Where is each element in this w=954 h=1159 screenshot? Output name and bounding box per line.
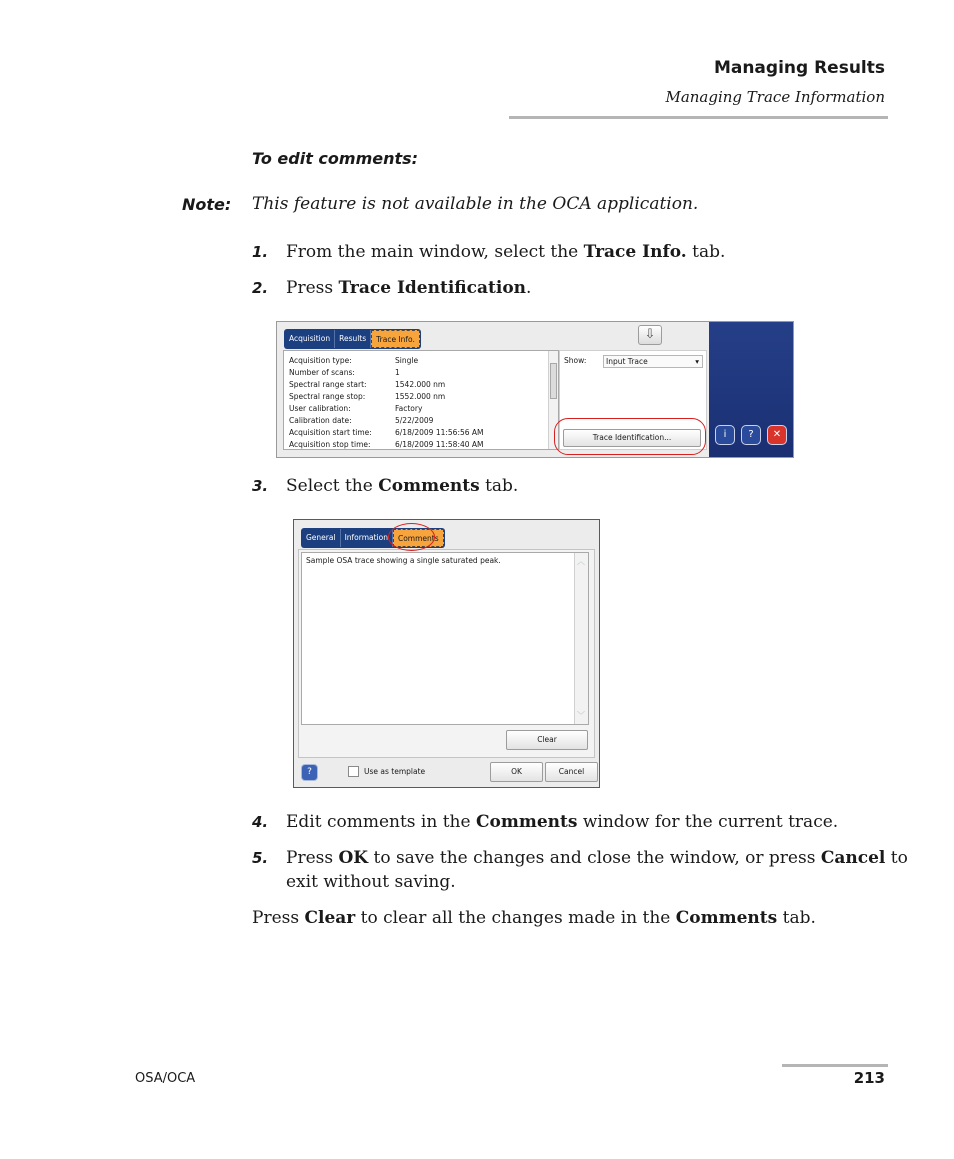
info-row: Spectral range stop: 1552.000 nm — [289, 392, 446, 401]
trace-info-panel — [283, 350, 559, 450]
footer-rule — [782, 1064, 888, 1067]
section-title: Managing Trace Information — [665, 88, 885, 106]
note-label: Note: — [182, 195, 232, 214]
step-number: 5. — [252, 849, 269, 867]
step-text: Select the Comments tab. — [286, 476, 519, 496]
step-text: Edit comments in the Comments window for the current trace. — [286, 812, 839, 832]
chapter-title: Managing Results — [713, 58, 885, 78]
tab-comments[interactable]: Comments — [393, 529, 444, 547]
step-text: From the main window, select the Trace Info. tab. — [286, 242, 726, 262]
info-row: Number of scans: 1 — [289, 368, 400, 377]
scroll-thumb[interactable] — [550, 363, 557, 399]
comment-text: Sample OSA trace showing a single saturated peak. — [306, 556, 501, 565]
tab-results[interactable]: Results — [335, 330, 371, 348]
close-icon[interactable]: ✕ — [767, 425, 787, 445]
cancel-button[interactable]: Cancel — [545, 762, 598, 782]
use-template-label: Use as template — [364, 767, 426, 776]
step-number: 2. — [252, 279, 269, 297]
info-icon[interactable]: i — [715, 425, 735, 445]
info-row: Acquisition start time: 6/18/2009 11:56:56 AM — [289, 428, 484, 437]
procedure-title: To edit comments: — [252, 149, 419, 168]
highlight-circle — [388, 523, 435, 551]
info-row: Spectral range start: 1542.000 nm — [289, 380, 446, 389]
info-row: Calibration date: 5/22/2009 — [289, 416, 434, 425]
comments-scrollbar[interactable] — [574, 553, 588, 724]
trace-identification-button[interactable]: Trace Identification... — [563, 429, 701, 447]
page-number: 213 — [853, 1069, 885, 1087]
scroll-down-icon[interactable]: ﹀ — [577, 711, 585, 720]
show-select[interactable]: Input Trace ▾ — [603, 355, 703, 368]
main-tab-bar — [284, 329, 421, 349]
footer-product: OSA/OCA — [135, 1071, 196, 1086]
step-text: Press Trace Identification. — [286, 278, 532, 298]
header-rule — [509, 116, 888, 119]
dropdown-arrow-icon: ▾ — [695, 357, 699, 366]
comments-textarea[interactable] — [301, 552, 589, 725]
tab-information[interactable]: Information — [341, 529, 393, 547]
step-text: Press OK to save the changes and close the window, or press Cancel to — [286, 848, 908, 868]
closing-paragraph: Press Clear to clear all the changes made in the Comments tab. — [252, 908, 816, 928]
tab-trace-info[interactable]: Trace Info. — [371, 330, 420, 348]
help-icon[interactable]: ? — [301, 764, 318, 781]
step-number: 3. — [252, 477, 269, 495]
tab-general[interactable]: General — [302, 529, 341, 547]
comments-dialog-screenshot — [293, 519, 600, 788]
side-panel — [709, 322, 794, 458]
arrow-down-icon[interactable]: ⇩ — [638, 325, 662, 345]
info-row: Acquisition stop time: 6/18/2009 11:58:40 AM — [289, 440, 484, 449]
highlight-circle — [554, 418, 706, 455]
ok-button[interactable]: OK — [490, 762, 543, 782]
tab-acquisition[interactable]: Acquisition — [285, 330, 335, 348]
step-text-continued: exit without saving. — [286, 872, 456, 892]
info-row: User calibration: Factory — [289, 404, 423, 413]
info-row: Acquisition type: Single — [289, 356, 419, 365]
scroll-up-icon[interactable]: ︿ — [577, 557, 585, 566]
use-template-checkbox[interactable] — [348, 766, 359, 777]
help-icon[interactable]: ? — [741, 425, 761, 445]
note-text: This feature is not available in the OCA application. — [252, 194, 699, 214]
clear-button[interactable]: Clear — [506, 730, 588, 750]
step-number: 1. — [252, 243, 269, 261]
show-label: Show: — [564, 356, 587, 365]
step-number: 4. — [252, 813, 269, 831]
trace-info-screenshot — [276, 321, 794, 458]
